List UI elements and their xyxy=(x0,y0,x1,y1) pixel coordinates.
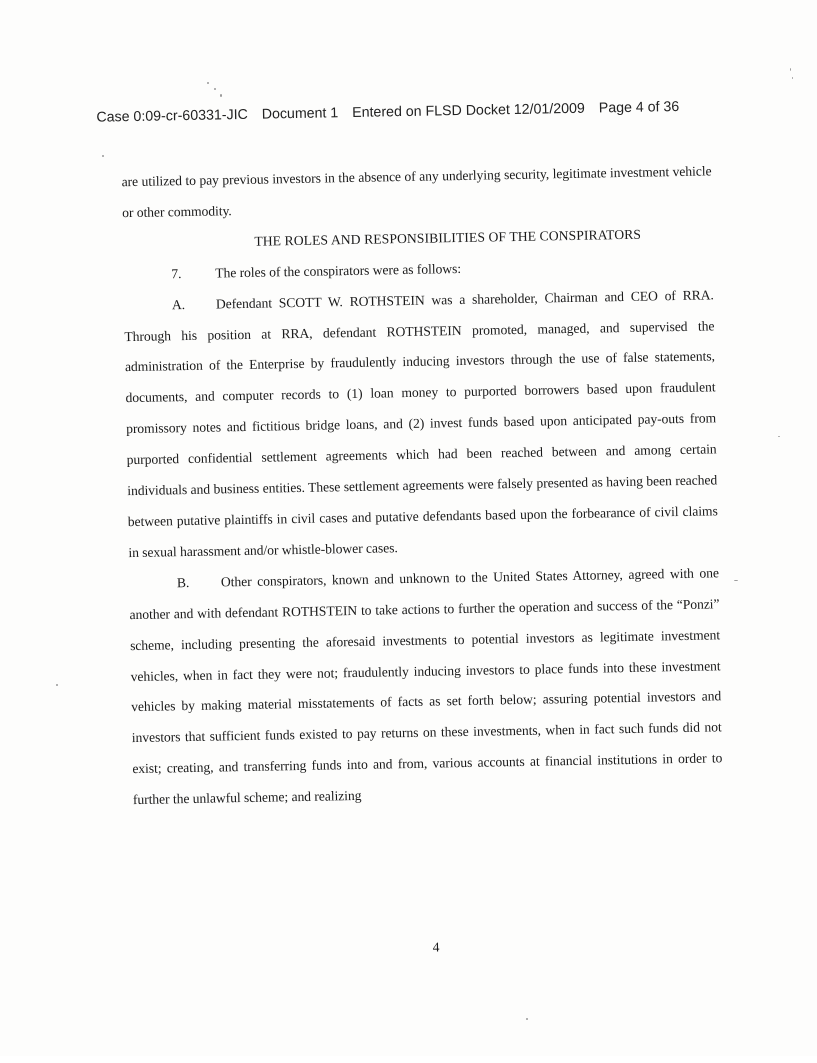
scan-speck xyxy=(734,580,738,581)
scan-speck xyxy=(778,436,780,437)
docket-entry: Entered on FLSD Docket 12/01/2009 xyxy=(352,100,585,121)
paragraph-a xyxy=(124,280,719,569)
paragraph-b-label: B. xyxy=(176,574,190,591)
scan-speck xyxy=(56,684,58,686)
scan-speck xyxy=(526,1018,528,1020)
paragraph-a-text: Defendant SCOTT W. ROTHSTEIN was a shareholder, Chairman and CEO of RRA. Through his position at RRA, defendant ROTHSTEIN promoted, managed, and supervised the administration of the Enterprise by fraudulently inducing investors through the use of false statements, documents, and computer records to (1) loan money to purported borrowers based upon fraudulent promissory notes and fictitious bridge loans, and (2) invest funds based upon anticipated pay-outs from purported confidential settlement agreements which had been reached between and among certain individuals and business entities. These settlement agreements were falsely presented as having been reached between putative plaintiffs in civil cases and putative defendants based upon the forbearance of civil claims in sexual harassment and/or whistle-blower cases. xyxy=(124,286,718,561)
docket-header xyxy=(96,98,716,125)
paragraph-7-number: 7. xyxy=(171,265,182,282)
paragraph-a-label: A. xyxy=(171,296,186,312)
scan-speck xyxy=(214,88,216,90)
body-text xyxy=(121,156,723,816)
paragraph-b-text: Other conspirators, known and unknown to the United States Attorney, agreed with one another and with defendant ROTHSTEIN to take actions to further the operation and success of the “Ponzi” scheme, including presenting the aforesaid investments to potential investors as legitimate investment vehicles, when in fact they were not; fraudulently inducing investors to place funds into these investment vehicles by making material misstatements of facts as set forth below; assuring potential investors and investors that sufficient funds existed to pay returns on these investments, when in fact such funds did not exist; creating, and transferring funds into and from, various accounts at financial institutions in order to further the unlawful scheme; and realizing xyxy=(129,565,723,808)
document-number: Document 1 xyxy=(261,105,339,123)
case-number: Case 0:09-cr-60331-JIC xyxy=(96,106,248,126)
page-number: 4 xyxy=(432,939,440,955)
scan-speck xyxy=(790,68,791,71)
scan-speck xyxy=(220,94,222,97)
scan-speck xyxy=(102,155,104,157)
paragraph-7-text: The roles of the conspirators were as follows: xyxy=(215,260,462,281)
scan-speck xyxy=(207,82,209,84)
paragraph-continuation: are utilized to pay previous investors in the absence of any underlying security, legitimate investment vehicle or other commodity. xyxy=(121,163,712,221)
paragraph-b xyxy=(129,558,723,816)
page-indicator: Page 4 of 36 xyxy=(598,98,680,117)
scan-speck xyxy=(792,77,793,79)
section-heading: THE ROLES AND RESPONSIBILITIES OF THE CONSPIRATORS xyxy=(254,226,642,249)
